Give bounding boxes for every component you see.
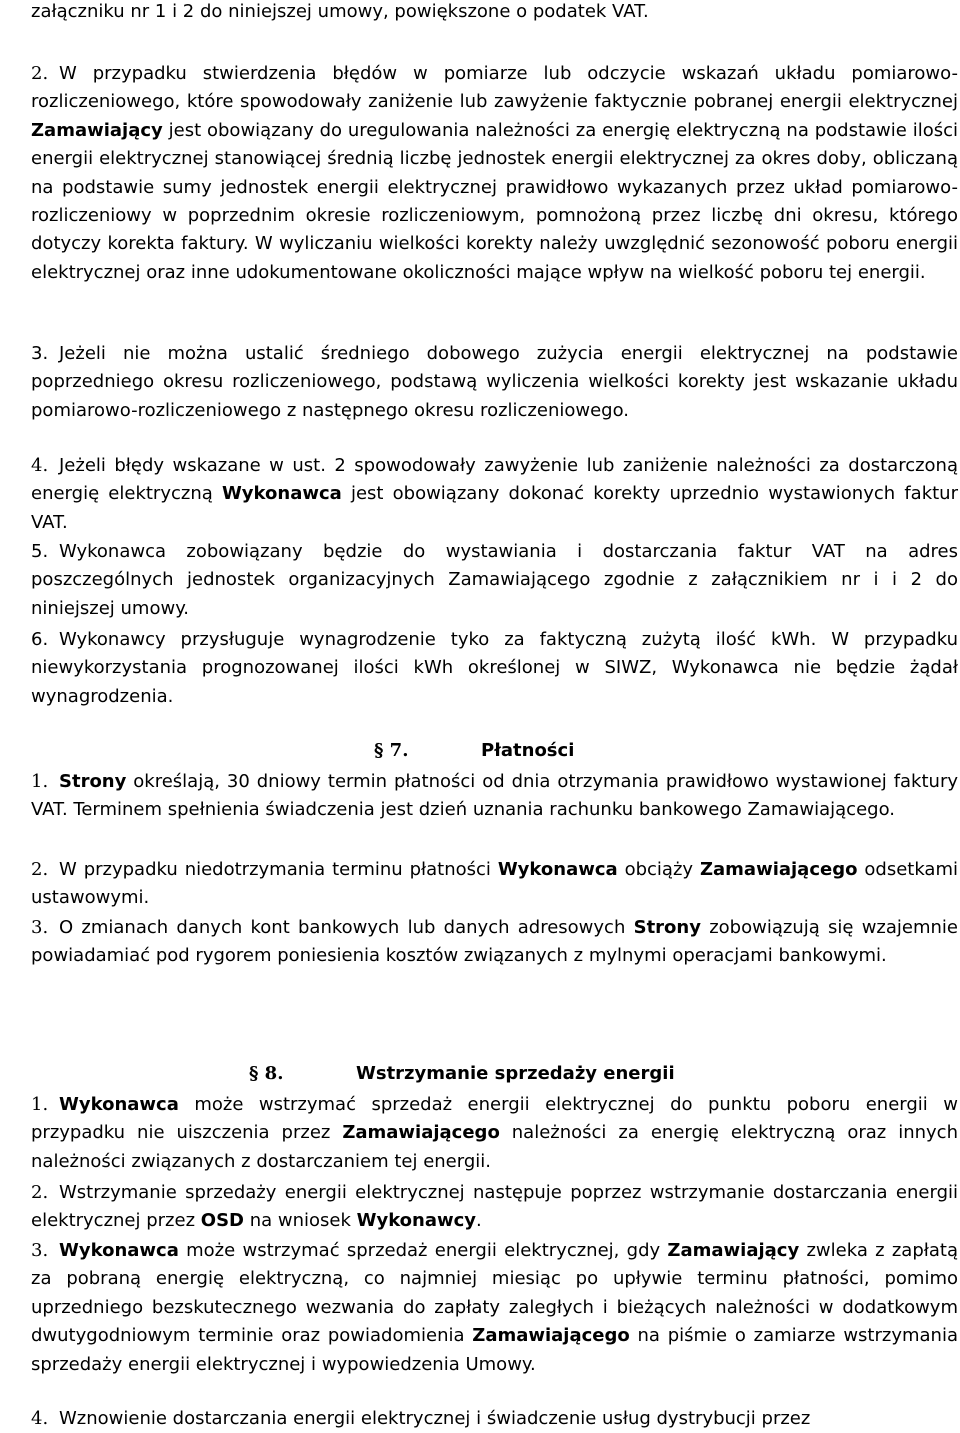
section-7-symbol: § 7. <box>374 740 409 761</box>
item-number: 1. <box>31 1094 49 1115</box>
s6-item-2 <box>31 340 958 425</box>
item-text: obciąży <box>617 859 700 880</box>
bold-term: Wykonawca <box>59 1240 179 1261</box>
item-number: 4. <box>31 1408 49 1429</box>
item-text: należności za energię elektryczną oraz innych należności związanych z dostarczaniem tej energii. <box>31 1122 958 1172</box>
s8-item-2 <box>31 1179 958 1236</box>
section-8-title: Wstrzymanie sprzedaży energii <box>356 1063 675 1084</box>
bold-term: Zamawiającego <box>342 1122 500 1144</box>
s7-item-2 <box>31 856 958 913</box>
item-number: 3. <box>31 1240 49 1261</box>
bold-term: Wykonawcy <box>356 1210 477 1232</box>
s7-item-1 <box>31 768 958 825</box>
item-number: 4. <box>31 455 49 476</box>
item-number: 2. <box>31 63 49 84</box>
s8-item-3 <box>31 1237 958 1379</box>
item-text: zwleka z zapłatą za pobraną energię elektryczną, co najmniej miesiąc po upływie terminu płatności, pomimo uprzedniego bezskutecznego wezwania do zapłaty zaległych i bieżących należności w dodatkowym dwutygodniowym terminie oraz powiadomienia <box>31 1240 958 1347</box>
section-7-title: Płatności <box>481 740 575 761</box>
item-text: jest obowiązany dokonać korekty uprzednio wystawionych faktur VAT. <box>31 483 958 533</box>
item-text: Wykonawcy przysługuje wynagrodzenie tyko za faktyczną zużytą ilość kWh. W przypadku niewykorzystania prognozowanej ilości kWh określonej w SIWZ, Wykonawca nie będzie żądał wynagrodzenia. <box>31 629 958 707</box>
section-8-heading <box>31 1060 958 1088</box>
bold-term: Wykonawca <box>497 859 618 880</box>
bold-term: Zamawiającego <box>472 1325 630 1347</box>
item-text: zobowiązują się wzajemnie powiadamiać pod rygorem poniesienia kosztów związanych z mylnymi operacjami bankowymi. <box>31 917 959 967</box>
bold-term: Zamawiającego <box>699 859 858 880</box>
item-number: 2. <box>31 859 49 880</box>
item-text: może wstrzymać sprzedaż energii elektrycznej, gdy <box>178 1240 668 1261</box>
bold-term: OSD <box>200 1210 244 1232</box>
item-text: Jeżeli nie można ustalić średniego dobowego zużycia energii elektrycznej na podstawie poprzedniego okresu rozliczeniowego, podstawą wyliczenia wielkości korekty jest wskazanie układu pomiarowo-rozliczeniowego z następnego okresu rozliczeniowego. <box>31 343 958 421</box>
item-number: 3. <box>31 343 49 364</box>
bold-term: Zamawiający <box>667 1240 800 1261</box>
item-text: jest obowiązany do uregulowania należności za energię elektryczną na podstawie ilości energii elektrycznej stanowiącej średnią liczbę jednostek energii elektrycznej za okres doby, obliczaną na podstawie sumy jednostek energii elektrycznej prawidłowo wykazanych przez układ pomiarowo-rozliczeniowy w poprzednim okresie rozliczeniowym, pomnożoną przez liczbę dni okresu, którego dotyczy korekta faktury. W wyliczaniu wielkości korekty należy uwzględnić sezonowość poboru energii elektrycznej oraz inne udokumentowane okoliczności mające wpływ na wielkość poboru tej energii. <box>31 119 958 283</box>
item-text: może wstrzymać sprzedaż energii elektrycznej do punktu poboru energii w przypadku nie uiszczenia przez <box>31 1094 958 1144</box>
s6-item-5 <box>31 626 958 711</box>
item-text: O zmianach danych kont bankowych lub danych adresowych <box>59 917 634 938</box>
section-8-symbol: § 8. <box>249 1063 284 1084</box>
item-text: odsetkami ustawowymi. <box>31 859 958 909</box>
item-text: Wstrzymanie sprzedaży energii elektrycznej następuje poprzez wstrzymanie dostarczania energii elektrycznej przez <box>31 1182 958 1232</box>
s6-item-3 <box>31 452 958 537</box>
item-text: określają, 30 dniowy termin płatności od dnia otrzymania prawidłowo wystawionej faktury VAT. Terminem spełnienia świadczenia jest dzień uznania rachunku bankowego Zamawiającego. <box>31 771 958 821</box>
s6-item-1 <box>31 60 958 287</box>
item-text: W przypadku stwierdzenia błędów w pomiarze lub odczycie wskazań układu pomiarowo-rozliczeniowego, które spowodowały zaniżenie lub zawyżenie faktycznie pobranej energii elektrycznej <box>31 63 958 113</box>
bold-term: Wykonawca <box>221 483 342 505</box>
bold-term: Zamawiający <box>31 119 163 141</box>
item-text: W przypadku niedotrzymania terminu płatności <box>59 859 498 880</box>
s8-item-4 <box>31 1405 958 1433</box>
item-number: 5. <box>31 541 49 562</box>
item-text: Wykonawca zobowiązany będzie do wystawiania i dostarczania faktur VAT na adres poszczególnych jednostek organizacyjnych Zamawiającego zgodnie z załącznikiem nr i i 2 do niniejszej umowy. <box>31 541 958 619</box>
s6-item-4 <box>31 538 958 623</box>
item-number: 6. <box>31 629 49 650</box>
intro-line: załączniku nr 1 i 2 do niniejszej umowy, powiększone o podatek VAT. <box>31 1 649 22</box>
item-number: 3. <box>31 917 49 938</box>
item-number: 1. <box>31 771 49 792</box>
bold-term: Wykonawca <box>59 1094 179 1115</box>
bold-term: Strony <box>59 771 127 792</box>
item-text: Jeżeli błędy wskazane w ust. 2 spowodowały zawyżenie lub zaniżenie należności za dostarczoną energię elektryczną <box>31 455 958 505</box>
section-7-heading <box>31 737 958 765</box>
s8-item-1 <box>31 1091 958 1176</box>
item-text: . <box>476 1210 482 1232</box>
s7-item-3 <box>31 914 958 971</box>
item-text: na wniosek <box>243 1210 357 1232</box>
bold-term: Strony <box>633 917 701 938</box>
item-text: Wznowienie dostarczania energii elektrycznej i świadczenie usług dystrybucji przez <box>59 1408 811 1429</box>
item-text: na piśmie o zamiarze wstrzymania sprzedaży energii elektrycznej i wypowiedzenia Umowy. <box>31 1325 958 1375</box>
item-number: 2. <box>31 1182 49 1203</box>
